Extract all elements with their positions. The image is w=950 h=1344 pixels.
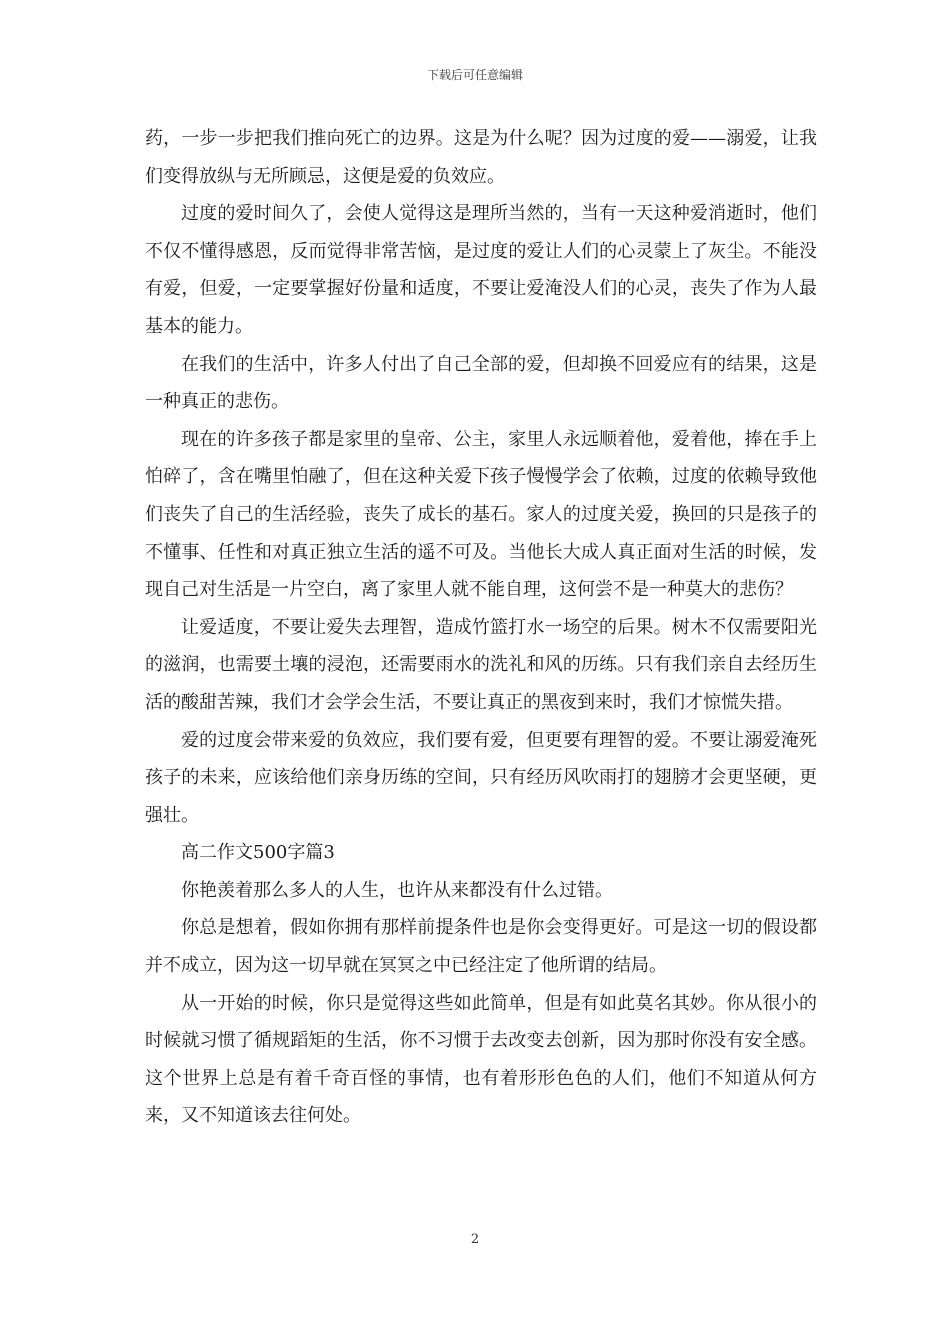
- paragraph-7: 你艳羡着那么多人的人生，也许从来都没有什么过错。: [181, 879, 613, 901]
- page-number: 2: [470, 1232, 480, 1247]
- paragraph-2: 过度的爱时间久了，会使人觉得这是理所当然的，当有一天这种爱消逝时，他们不仅不懂得感恩，反而觉得非常苦恼，是过度的爱让人们的心灵蒙上了灰尘。不能没有爱，但爱，一定要掌握好份量和适度，不要让爱淹没人们的心灵，丧失了作为人最基本的能力。: [145, 203, 817, 337]
- paragraph-4: 现在的许多孩子都是家里的皇帝、公主，家里人永远顺着他，爱着他，捧在手上怕碎了，含在嘴里怕融了，但在这种关爱下孩子慢慢学会了依赖，过度的依赖导致他们丧失了自己的生活经验，丧失了成长的基石。家人的过度关爱，换回的只是孩子的不懂事、任性和对真正独立生活的遥不可及。当他长大成人真正面对生活的时候，发现自己对生活是一片空白，离了家里人就不能自理，这何尝不是一种莫大的悲伤？: [145, 428, 817, 601]
- document-body: [145, 120, 817, 1135]
- paragraph-6: 爱的过度会带来爱的负效应，我们要有爱，但更要有理智的爱。不要让溺爱淹死孩子的未来，应该给他们亲身历练的空间，只有经历风吹雨打的翅膀才会更坚硬，更强壮。: [145, 729, 817, 826]
- paragraph-3: 在我们的生活中，许多人付出了自己全部的爱，但却换不回爱应有的结果，这是一种真正的悲伤。: [145, 353, 817, 413]
- page-header: 下载后可任意编辑: [426, 68, 523, 82]
- paragraph-8: 你总是想着，假如你拥有那样前提条件也是你会变得更好。可是这一切的假设都并不成立，因为这一切早就在冥冥之中已经注定了他所谓的结局。: [145, 917, 817, 977]
- paragraph-5: 让爱适度，不要让爱失去理智，造成竹篮打水一场空的后果。树木不仅需要阳光的滋润，也需要土壤的浸泡，还需要雨水的洗礼和风的历练。只有我们亲自去经历生活的酸甜苦辣，我们才会学会生活，不要让真正的黑夜到来时，我们才惊慌失措。: [145, 616, 817, 713]
- paragraph-9: 从一开始的时候，你只是觉得这些如此简单，但是有如此莫名其妙。你从很小的时候就习惯了循规蹈矩的生活，你不习惯于去改变去创新，因为那时你没有安全感。这个世界上总是有着千奇百怪的事情，也有着形形色色的人们，他们不知道从何方来，又不知道该去往何处。: [145, 992, 817, 1127]
- paragraph-1: 药，一步一步把我们推向死亡的边界。这是为什么呢？因为过度的爱——溺爱，让我们变得放纵与无所顾忌，这便是爱的负效应。: [145, 128, 817, 187]
- section-heading: 高二作文500字篇3: [181, 842, 335, 864]
